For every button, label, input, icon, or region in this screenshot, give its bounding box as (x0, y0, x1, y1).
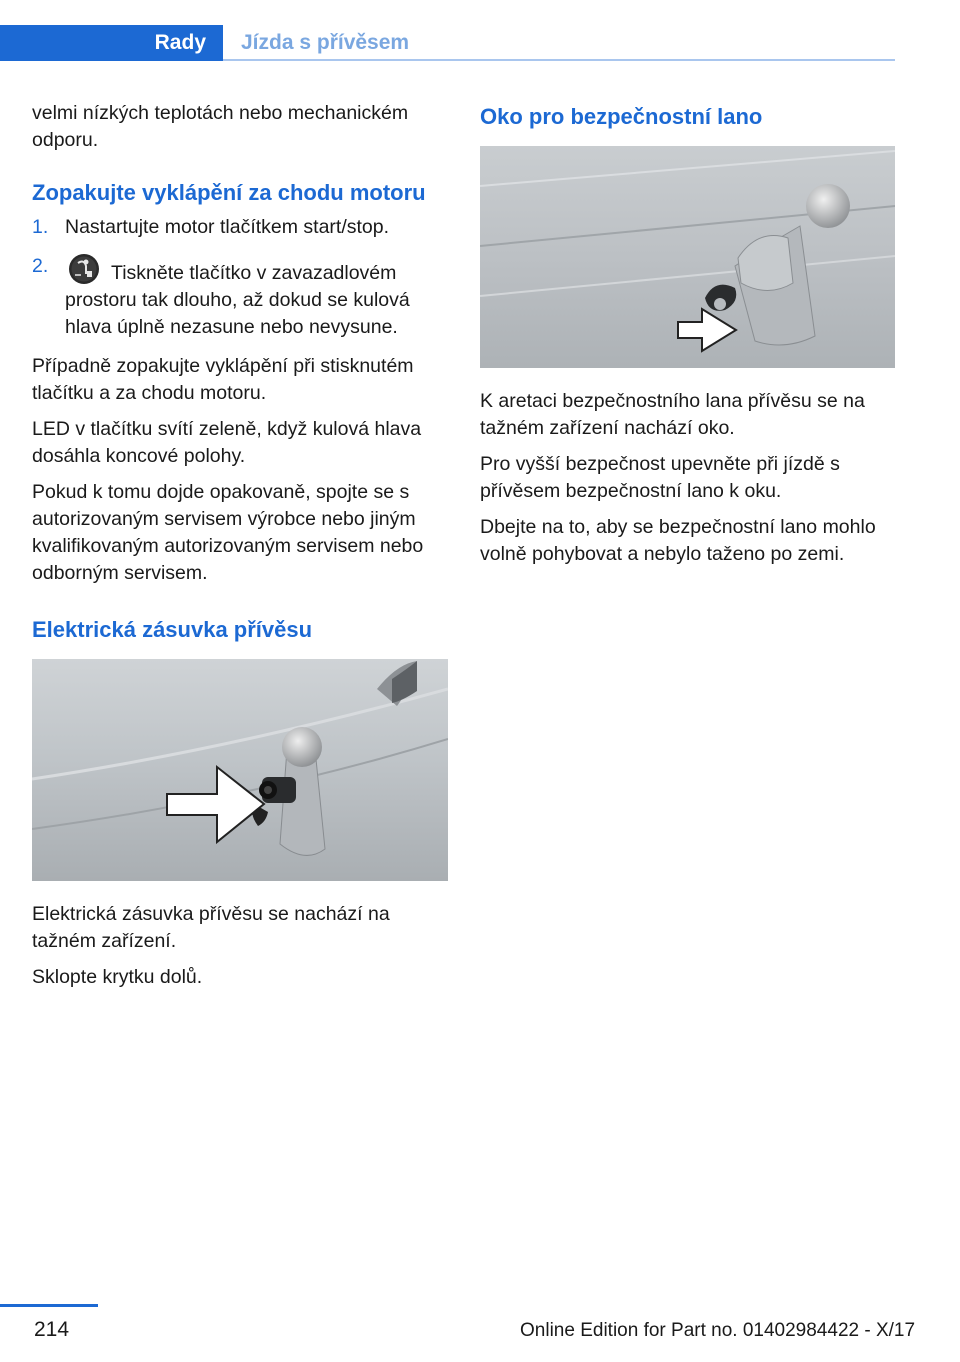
page-number: 214 (34, 1318, 70, 1341)
heading-safety-eye: Oko pro bezpečnostní lano (480, 104, 763, 129)
eye-paragraph-attach: Pro vyšší bezpečnost upevněte při jízdě s přívěsem bezpečnostní lano k oku. (480, 453, 840, 502)
trailer-socket-illustration (32, 659, 448, 881)
heading-socket: Elektrická zásuvka přívěsu (32, 617, 313, 642)
eye-paragraph-purpose: K aretaci bezpečnostního lana přívěsu se na tažném zařízení nachází oko. (480, 390, 865, 439)
step-number: 1. (32, 216, 49, 238)
socket-paragraph-location: Elektrická zásuvka přívěsu se nachází na tažném zařízení. (32, 903, 390, 952)
heading-repeat-deploy: Zopakujte vyklápění za chodu motoru (32, 180, 426, 205)
footer-edition: Online Edition for Part no. 01402984422 - X/17 (520, 1320, 916, 1341)
safety-eye-illustration (480, 146, 895, 368)
steps-list (32, 214, 448, 341)
header-section: Rady (0, 25, 223, 61)
step-2 (32, 253, 448, 341)
socket-paragraph-cover: Sklopte krytku dolů. (32, 966, 203, 988)
header-rule (223, 59, 895, 61)
step-1 (32, 214, 448, 241)
paragraph-repeat-hint: Případně zopakujte vyklápění při stisknutém tlačítku a za chodu motoru. (32, 355, 414, 404)
paragraph-led: LED v tlačítku svítí zeleně, když kulová hlava dosáhla koncové polohy. (32, 418, 422, 467)
footer-rule (0, 1304, 98, 1307)
right-column (480, 100, 896, 577)
paragraph-service: Pokud k tomu dojde opakovaně, spojte se s autorizovaným servisem výrobce nebo jiným kvalifikovaným autorizovaným servisem nebo odborným servisem. (32, 481, 424, 584)
eye-paragraph-free-movement: Dbejte na to, aby se bezpečnostní lano mohlo volně pohybovat a nebylo taženo po zemi. (480, 516, 876, 565)
tow-hitch-button-icon (65, 253, 103, 285)
step-number: 2. (32, 255, 49, 277)
intro-paragraph: velmi nízkých teplotách nebo mechanickém odporu. (32, 102, 409, 151)
page-header (0, 25, 895, 61)
step-text: Tiskněte tlačítko v zavazadlovém prostoru tak dlouho, až dokud se kulová hlava úplně nezasune nebo nevysune. (65, 262, 410, 338)
header-chapter: Jízda s přívěsem (241, 31, 410, 54)
step-text: Nastartujte motor tlačítkem start/stop. (65, 216, 390, 238)
left-column (32, 100, 448, 1000)
